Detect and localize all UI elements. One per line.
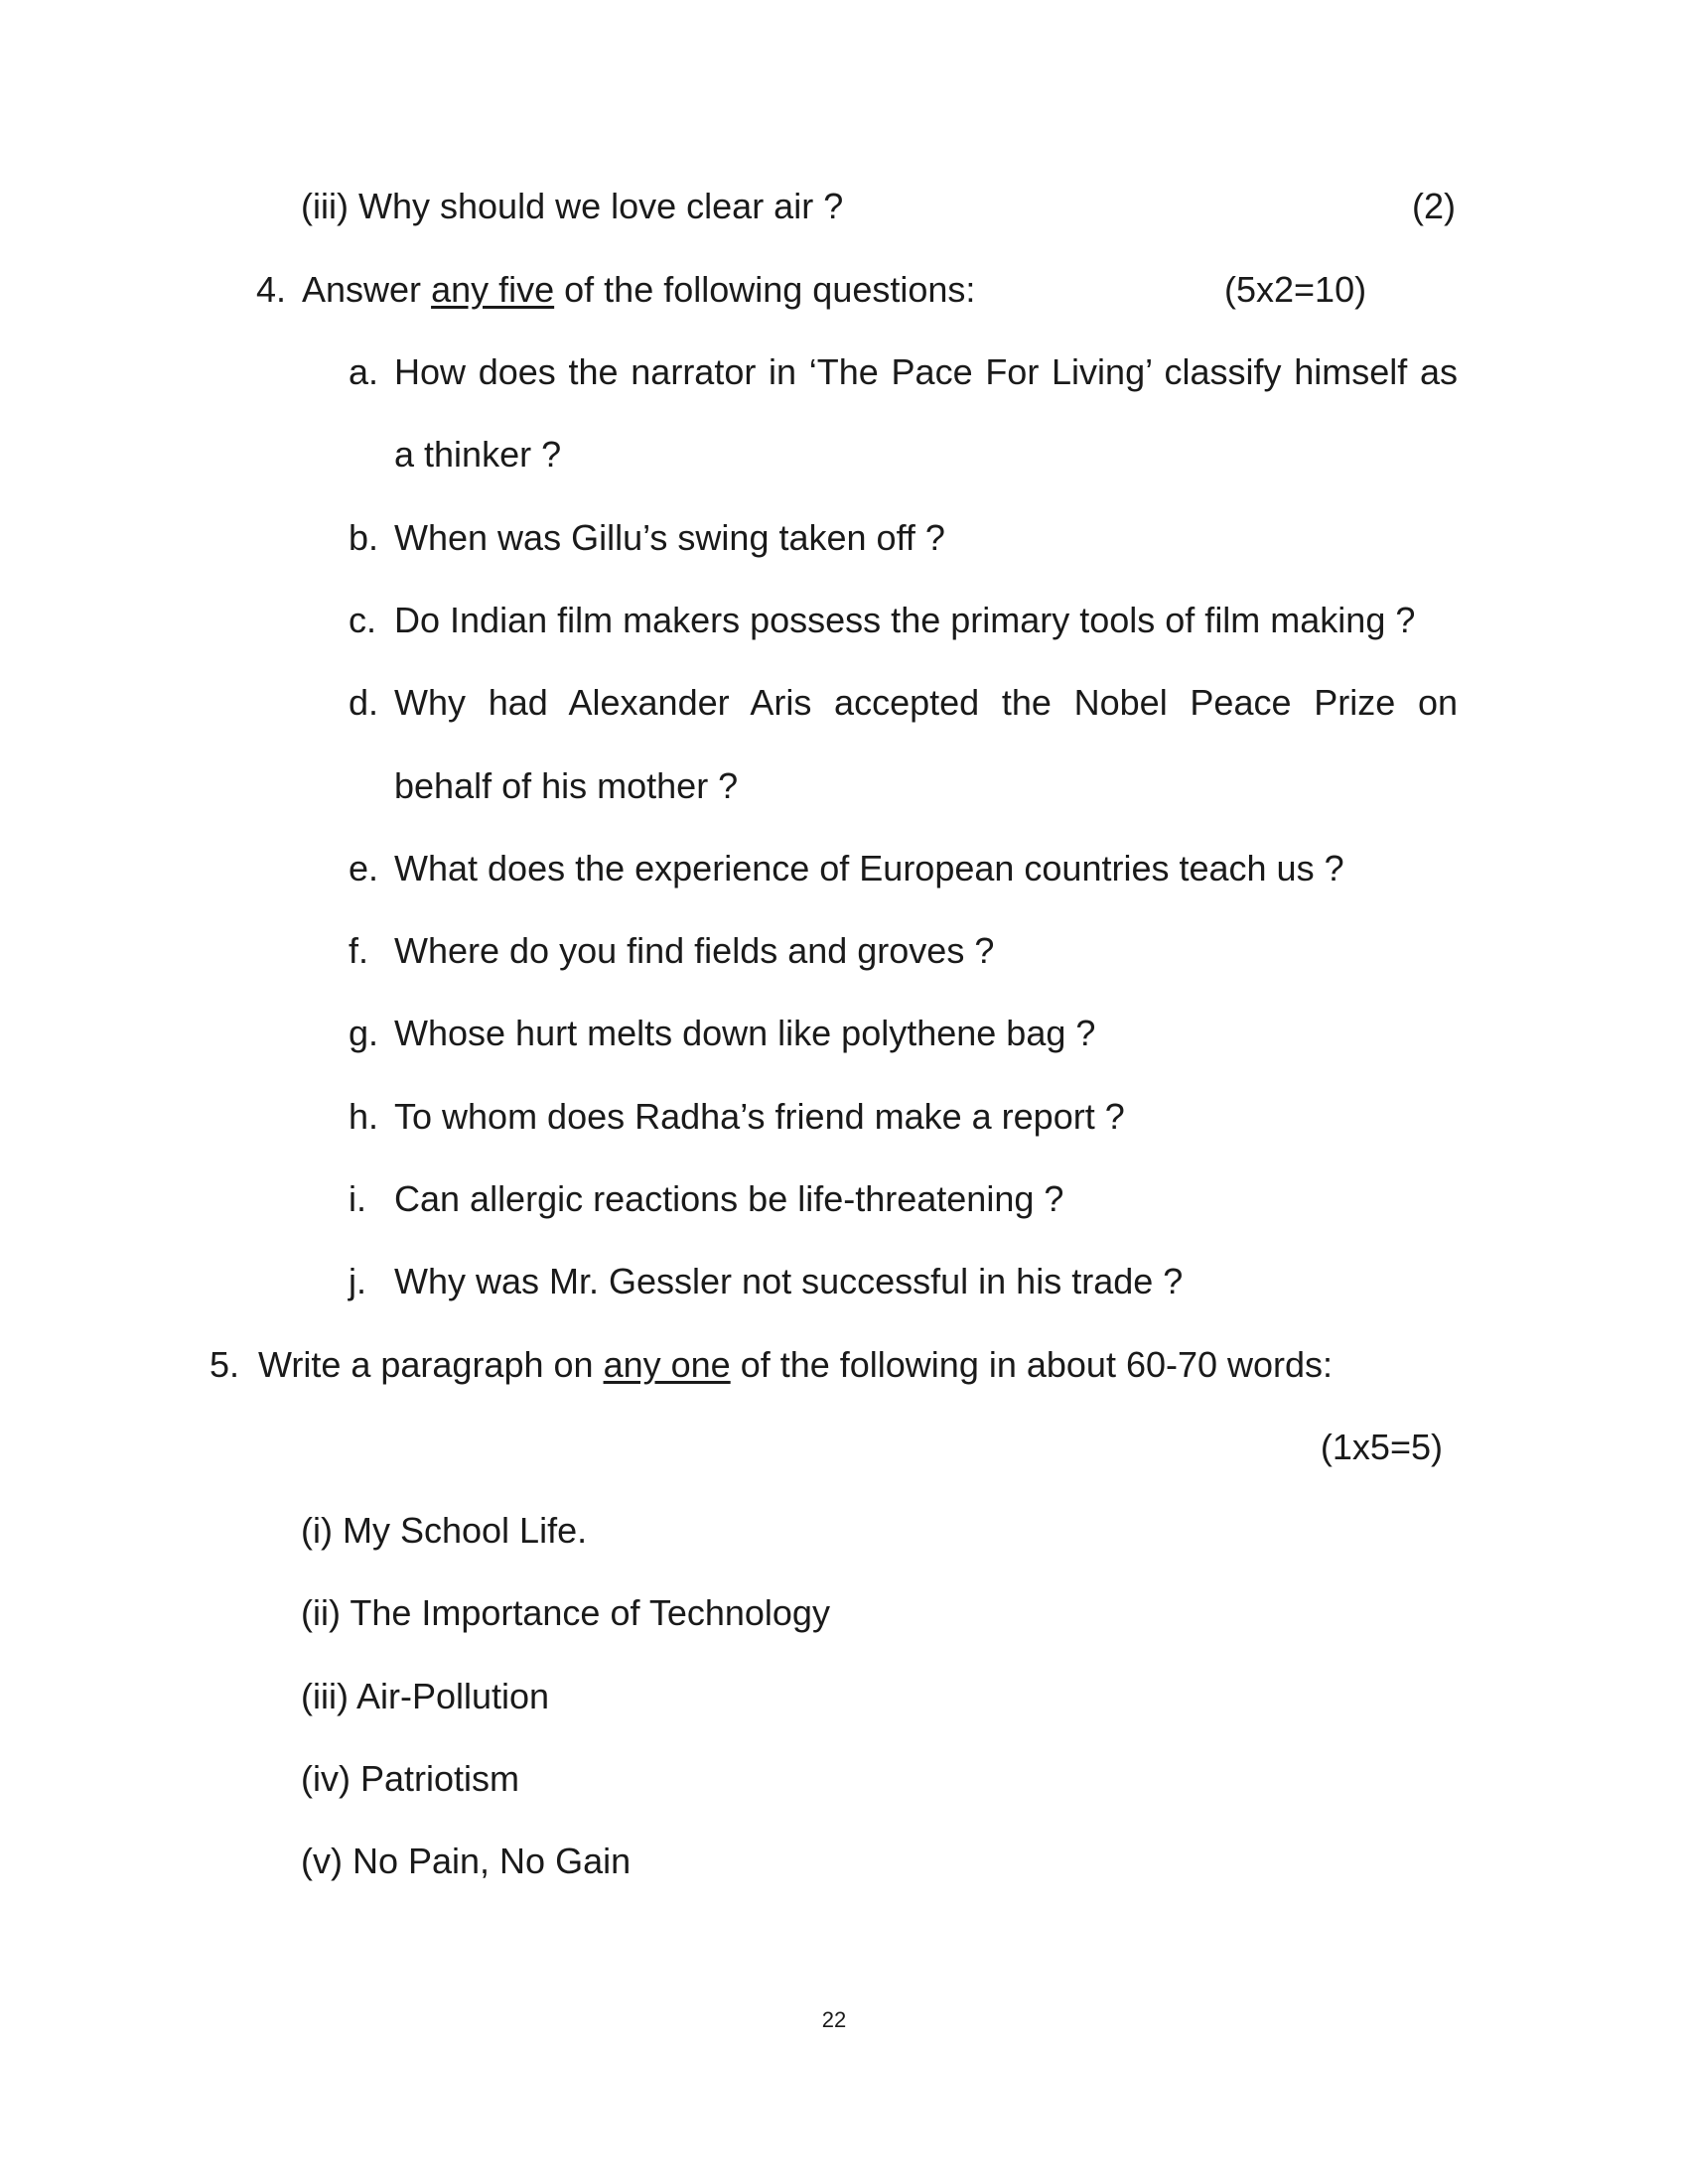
item-label: a. (349, 351, 379, 392)
question-number: 5. (210, 1344, 240, 1385)
item-label: c. (349, 599, 377, 640)
question-item-text: Can allergic reactions be life-threatening ? (394, 1178, 1064, 1219)
item-label: (iii) (301, 186, 349, 226)
item-label: b. (349, 516, 379, 558)
question-item-text: How does the narrator in ‘The Pace For Living’ classify himself as (394, 351, 1458, 392)
marks: (2) (1412, 186, 1456, 226)
topic-option: (iii) Air-Pollution (301, 1675, 550, 1716)
item-label: f. (349, 930, 369, 972)
topic-option: (ii) The Importance of Technology (301, 1592, 830, 1634)
question-item-text: a thinker ? (394, 434, 562, 476)
topic-option: (v) No Pain, No Gain (301, 1841, 632, 1882)
question-text: Answer any five of the following questions: (302, 269, 976, 310)
question-text: Write a paragraph on any one of the following in about 60-70 words: (258, 1344, 1334, 1385)
question-item-text: Why was Mr. Gessler not successful in his trade ? (394, 1261, 1184, 1302)
question-item-text: What does the experience of European countries teach us ? (394, 847, 1344, 888)
item-label: d. (349, 682, 379, 724)
question-item-text: Why had Alexander Aris accepted the Nobel Peace Prize on (394, 682, 1458, 724)
item-label: i. (349, 1178, 366, 1219)
question-item-text: Where do you find fields and groves ? (394, 930, 995, 972)
question-item-text: behalf of his mother ? (394, 764, 739, 806)
question-item-text: Whose hurt melts down like polythene bag ? (394, 1013, 1096, 1054)
question-item-text: When was Gillu’s swing taken off ? (394, 516, 945, 558)
question-number: 4. (256, 269, 287, 310)
item-label: e. (349, 847, 379, 888)
marks: (5x2=10) (1224, 269, 1367, 310)
topic-option: (i) My School Life. (301, 1510, 588, 1551)
item-label: j. (349, 1261, 366, 1302)
question-item-text: Do Indian film makers possess the primary tools of film making ? (394, 599, 1416, 640)
topic-option: (iv) Patriotism (301, 1757, 520, 1799)
page-number: 22 (821, 2007, 847, 2032)
question-item-text: To whom does Radha’s friend make a report ? (394, 1095, 1125, 1137)
item-text: Why should we love clear air ? (358, 186, 844, 226)
item-label: g. (349, 1013, 379, 1054)
marks: (1x5=5) (1320, 1427, 1443, 1467)
item-label: h. (349, 1095, 379, 1137)
